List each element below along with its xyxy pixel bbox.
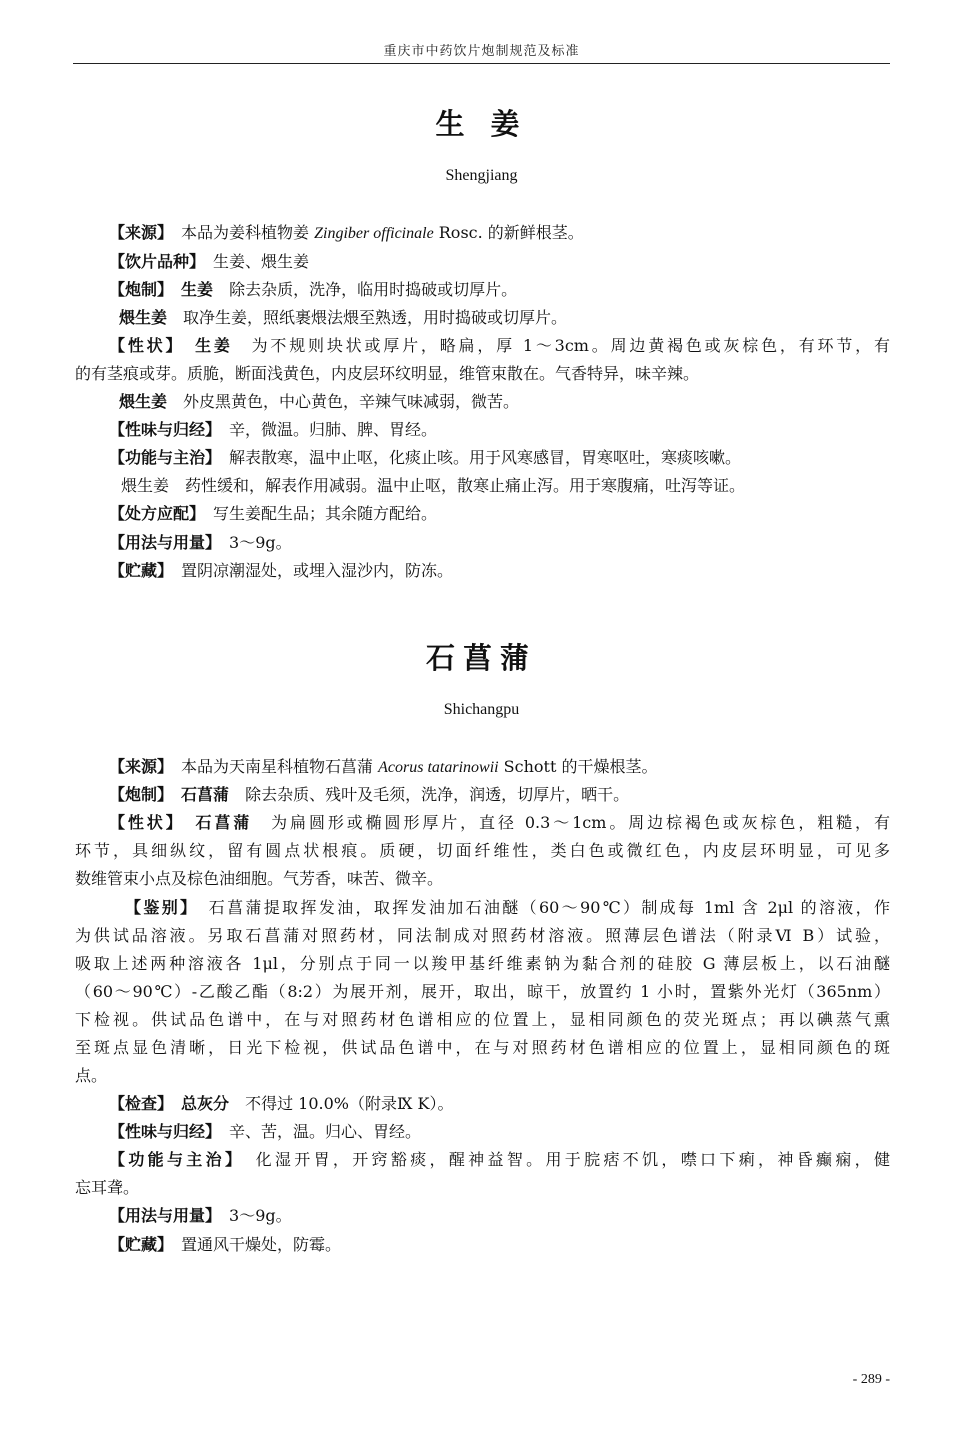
field-tag: 【功能与主治】 [109,448,214,467]
sub-heading: 生姜 [181,280,214,299]
sub-heading: 石菖蒲 [195,813,253,832]
line-text: 辛、苦，温。归心、胃经。 [229,1122,422,1141]
latin-name: Zingiber officinale [314,225,434,242]
paragraph-line: 至斑点显色清晰，日光下检视，供试品色谱中，在与对照药材色谱相应的位置上，显相同颜色的斑 [75,1038,890,1057]
field-tag: 【鉴别】 [125,898,191,917]
field-tag: 【炮制】 [109,785,166,804]
paragraph-line: 为供试品溶液。另取石菖蒲对照药材，同法制成对照药材溶液。照薄层色谱法（附录Ⅵ B）试验， [75,926,890,945]
section-title: 生 姜 [435,107,528,141]
paragraph-line [75,420,890,440]
paragraph-line [75,336,890,356]
paragraph-line [75,1150,890,1170]
line-text: 生姜、煨生姜 [213,252,310,271]
sub-heading: 石菖蒲 [181,785,230,804]
field-tag: 【贮藏】 [109,561,166,580]
sub-heading: 煨生姜 [119,308,168,327]
field-tag: 【饮片品种】 [109,252,198,271]
field-tag: 【功能与主治】 [109,1150,237,1169]
line-text: 为扁圆形或椭圆形厚片，直径 0.3～1cm。周边棕褐色或灰棕色，粗糙，有 [271,813,890,832]
latin-name: Acorus tatarinowii [378,759,499,776]
line-text: 3～9g。 [229,533,292,552]
line-text: 除去杂质，洗净，临用时捣破或切厚片。 [229,280,518,299]
paragraph-line: 的有茎痕或芽。质脆，断面浅黄色，内皮层环纹明显，维管束散在。气香特异，味辛辣。 [75,364,700,383]
paragraph-line [75,785,890,805]
field-tag: 【来源】 [109,223,166,242]
field-tag: 【来源】 [109,757,166,776]
section-pinyin: Shichangpu [443,701,520,718]
line-text: 写生姜配生品；其余随方配给。 [213,504,438,523]
paragraph-line [75,533,890,553]
line-text: 不得过 10.0%（附录Ⅸ K）。 [245,1094,454,1113]
field-tag: 【处方应配】 [109,504,198,523]
field-tag: 【性状】 [109,336,177,355]
field-tag: 【性味与归经】 [109,1122,214,1141]
paragraph-line [75,813,890,833]
sub-heading: 生姜 [195,336,233,355]
header-rule [73,63,890,64]
line-text: 为不规则块状或厚片，略扁，厚 1～3cm。周边黄褐色或灰棕色，有环节，有 [251,336,890,355]
paragraph-line: （60～90℃）-乙酸乙酯（8:2）为展开剂，展开，取出，晾干，放置约 1 小时，置紫外光灯（365nm） [75,982,890,1001]
field-tag: 【炮制】 [109,280,166,299]
paragraph-line: 点。 [75,1066,108,1085]
paragraph-line: 煨生姜 药性缓和，解表作用减弱。温中止呕，散寒止痛止泻。用于寒腹痛，吐泻等证。 [121,476,746,495]
line-text: 外皮黑黄色，中心黄色，辛辣气味减弱，微苦。 [183,392,520,411]
paragraph-line: 忘耳聋。 [75,1178,140,1197]
section-title: 石菖蒲 [425,641,537,675]
paragraph-line [75,1094,890,1114]
sub-heading: 总灰分 [181,1094,230,1113]
field-tag: 【用法与用量】 [109,1206,214,1225]
running-header: 重庆市中药饮片炮制规范及标准 [383,44,580,59]
paragraph-line: 吸取上述两种溶液各 1μl，分别点于同一以羧甲基纤维素钠为黏合剂的硅胶 G 薄层板上，以石油醚 [75,954,890,973]
page-number: - 289 - [852,1372,890,1387]
line-text: 化湿开胃，开窍豁痰，醒神益智。用于脘痞不饥，噤口下痢，神昏癫痫，健 [255,1150,890,1169]
line-text: Rosc. 的新鲜根茎。 [433,223,584,242]
paragraph-line [75,504,890,524]
paragraph-line [75,757,890,778]
section-pinyin: Shengjiang [445,167,518,184]
line-text: 置通风干燥处，防霉。 [181,1235,342,1254]
line-text: 辛，微温。归肺、脾、胃经。 [229,420,438,439]
field-tag: 【用法与用量】 [109,533,214,552]
paragraph-line [75,561,890,581]
field-tag: 【检查】 [109,1094,166,1113]
field-tag: 【性味与归经】 [109,420,214,439]
line-text: 本品为姜科植物姜 [181,223,315,242]
paragraph-line [75,252,890,272]
paragraph-line [75,898,890,918]
paragraph-line [75,448,890,468]
line-text: 3～9g。 [229,1206,292,1225]
paragraph-line [75,392,890,412]
line-text: 置阴凉潮湿处，或埋入湿沙内，防冻。 [181,561,454,580]
paragraph-line: 下检视。供试品色谱中，在与对照药材色谱相应的位置上，显相同颜色的荧光斑点；再以碘蒸气熏 [75,1010,890,1029]
field-tag: 【贮藏】 [109,1235,166,1254]
paragraph-line [75,1235,890,1255]
paragraph-line [75,223,890,244]
line-text: 本品为天南星科植物石菖蒲 [181,757,379,776]
paragraph-line: 环节，具细纵纹，留有圆点状根痕。质硬，切面纤维性，类白色或微红色，内皮层环明显，可见多 [75,841,890,860]
paragraph-line [75,308,890,328]
field-tag: 【性状】 [109,813,177,832]
line-text: 石菖蒲提取挥发油，取挥发油加石油醚（60～90℃）制成每 1ml 含 2μl 的溶液，作 [208,898,890,917]
line-text: 除去杂质、残叶及毛须，洗净，润透，切厚片，晒干。 [245,785,630,804]
paragraph-line [75,1122,890,1142]
paragraph-line [75,280,890,300]
line-text: Schott 的干燥根茎。 [498,757,658,776]
paragraph-line: 数维管束小点及棕色油细胞。气芳香，味苦、微辛。 [75,869,444,888]
paragraph-line [75,1206,890,1226]
line-text: 解表散寒，温中止呕，化痰止咳。用于风寒感冒，胃寒呕吐，寒痰咳嗽。 [229,448,742,467]
sub-heading: 煨生姜 [119,392,168,411]
line-text: 取净生姜，照纸裹煨法煨至熟透，用时捣破或切厚片。 [183,308,568,327]
